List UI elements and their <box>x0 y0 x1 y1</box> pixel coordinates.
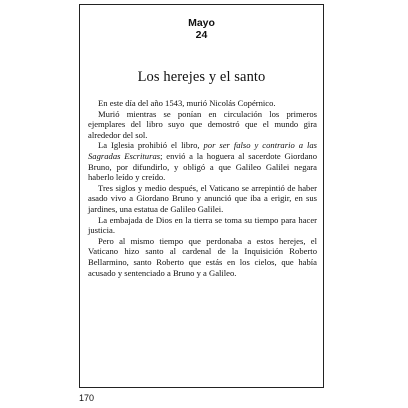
paragraph <box>88 183 317 215</box>
article-body <box>88 98 317 278</box>
paragraph-text: ; envió a la hoguera al sacerdote Giordano Bruno, por difundirlo, y obligó a que Galileo Galilei negara haberlo leído y creído. <box>88 150 317 183</box>
paragraph-text: La Iglesia prohibió el libro, <box>98 140 204 151</box>
page-frame <box>79 4 324 388</box>
date-header <box>80 17 323 41</box>
page-number: 170 <box>79 393 95 403</box>
paragraph-text: Murió mientras se ponían en circulación los primeros ejemplares del libro suyo que demostró que el mundo gira alrededor del sol. <box>88 108 317 140</box>
date-month: Mayo <box>188 17 215 29</box>
paragraph <box>88 109 317 141</box>
paragraph-text: Pero al mismo tiempo que perdonaba a estos herejes, el Vaticano hizo santo al cardenal de la Inquisición Roberto Bellarmino, santo Roberto que estás en los cielos, que había acusado y sentenciado a Bruno y a Galileo. <box>88 235 317 278</box>
paragraph <box>88 215 317 236</box>
paragraph <box>88 140 317 182</box>
paragraph <box>88 98 317 109</box>
italic-quote: por ser falso y contrario a las Sagradas Escrituras <box>88 140 318 161</box>
article-title: Los herejes y el santo <box>137 69 266 85</box>
date-day: 24 <box>195 29 208 41</box>
paragraph-text: En este día del año 1543, murió Nicolás Copérnico. <box>98 98 276 108</box>
paragraph-text: Tres siglos y medio después, el Vaticano se arrepintió de haber asado vivo a Giordano Bruno y anunció que iba a erigir, en sus jardines, una estatua de Galileo Galilei. <box>88 182 317 214</box>
paragraph-text: La embajada de Dios en la tierra se toma su tiempo para hacer justicia. <box>88 214 317 236</box>
paragraph <box>88 236 317 278</box>
